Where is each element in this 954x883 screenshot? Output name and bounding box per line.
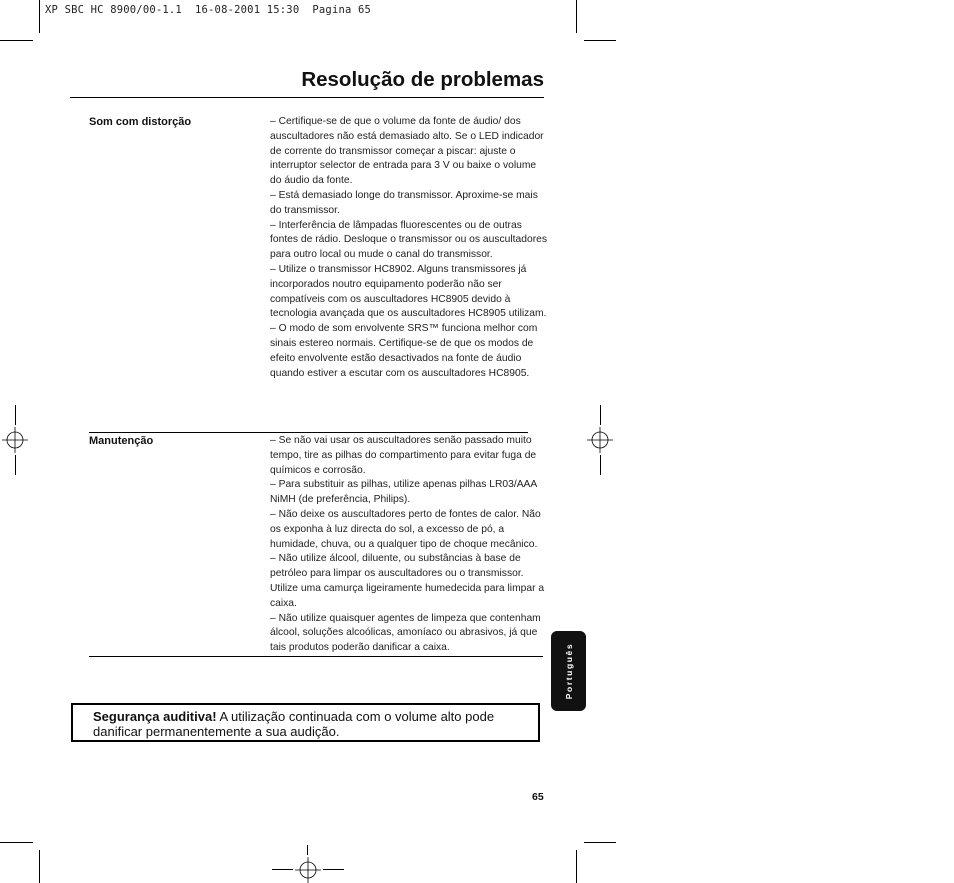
crop-mark <box>0 842 33 843</box>
registration-tick <box>600 455 601 475</box>
language-tab-label: Português <box>563 642 574 700</box>
crop-mark <box>39 850 40 883</box>
troubleshoot-item: – Interferência de lâmpadas fluorescentes ou de outras fontes de rádio. Desloque o transmissor ou os auscultadores para outro local ou mude o canal do transmissor. <box>270 219 548 261</box>
print-header: XP SBC HC 8900/00-1.1 16-08-2001 15:30 Pagina 65 <box>45 4 372 16</box>
page-title: Resolução de problemas <box>301 68 544 91</box>
warning-text: A utilização continuada com o volume alto pode danificar permanentemente a sua audição. <box>93 709 495 740</box>
registration-mark-icon <box>587 427 613 453</box>
section-label-maintenance: Manutenção <box>89 435 154 447</box>
crop-mark <box>0 40 33 41</box>
troubleshoot-item: – Certifique-se de que o volume da fonte de áudio/ dos auscultadores não está demasiado alto. Se o LED indicador de corrente do transmissor começar a piscar: ajuste o interruptor selector de entrada para 3 V ou baixe o volume do áudio da fonte. <box>270 116 544 187</box>
registration-mark-icon <box>295 857 321 883</box>
registration-mark-icon <box>2 427 28 453</box>
crop-mark <box>576 0 577 33</box>
troubleshoot-item: – Está demasiado longe do transmissor. Aproxime-se mais do transmissor. <box>270 189 538 216</box>
section-divider <box>89 656 543 657</box>
crop-mark <box>584 842 616 843</box>
maintenance-item: – Para substituir as pilhas, utilize apenas pilhas LR03/AAA NiMH (de preferência, Philips). <box>270 479 537 506</box>
hearing-safety-warning <box>71 703 540 742</box>
maintenance-item: – Não utilize quaisquer agentes de limpeza que contenham álcool, soluções alcoólicas, amoníaco ou abrasivos, já que tais produtos poderão danificar a caixa. <box>270 612 541 654</box>
registration-tick <box>15 405 16 425</box>
crop-mark <box>584 40 616 41</box>
troubleshoot-item: – O modo de som envolvente SRS™ funciona melhor com sinais estereo normais. Certifique-se de que os modos de efeito envolvente estão desactivados na fonte de áudio quando estiver a escutar com os auscultadores HC8905. <box>270 323 538 379</box>
title-divider <box>70 97 544 98</box>
registration-tick <box>600 405 601 425</box>
language-tab <box>551 631 586 711</box>
section-body-maintenance <box>270 434 548 656</box>
warning-heading: Segurança auditiva! <box>93 709 217 724</box>
registration-tick <box>307 845 308 855</box>
section-divider <box>89 432 528 433</box>
crop-mark <box>576 850 577 883</box>
section-body-distortion <box>270 115 548 381</box>
section-label-distortion: Som com distorção <box>89 116 192 128</box>
registration-tick <box>15 455 16 475</box>
maintenance-item: – Não utilize álcool, diluente, ou substâncias à base de petróleo para limpar os auscultadores ou o transmissor. Utilize uma camurça ligeiramente humedecida para limpar a caixa. <box>270 553 545 609</box>
troubleshoot-item: – Utilize o transmissor HC8902. Alguns transmissores já incorporados noutro equipamento poderão não ser compatíveis com os auscultadores HC8905 devido à tecnologia avançada que os auscultadores HC8905 utilizam. <box>270 263 547 320</box>
maintenance-item: – Não deixe os auscultadores perto de fontes de calor. Não os exponha à luz directa do sol, a excesso de pó, a humidade, chuva, ou a qualquer tipo de choque mecânico. <box>270 508 541 550</box>
crop-mark <box>39 0 40 33</box>
registration-tick <box>272 869 293 870</box>
page-number: 65 <box>532 791 544 803</box>
maintenance-item: – Se não vai usar os auscultadores senão passado muito tempo, tire as pilhas do compartimento para evitar fuga de químicos e corrosão. <box>270 435 537 476</box>
registration-tick <box>323 869 344 870</box>
